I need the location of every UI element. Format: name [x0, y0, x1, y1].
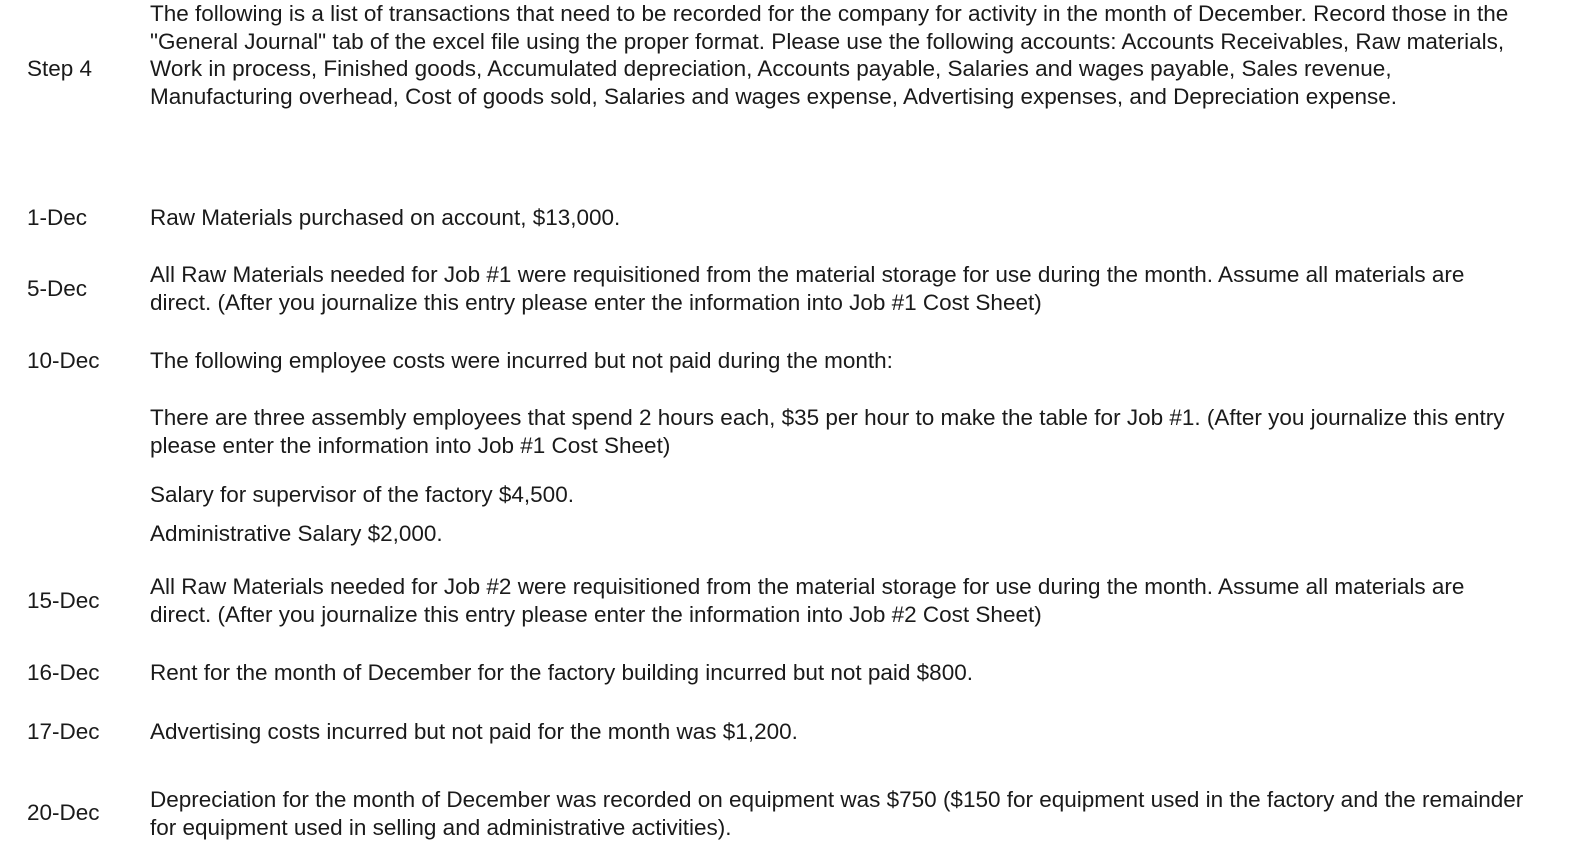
transaction-sub-item-admin-salary: Administrative Salary $2,000. — [150, 521, 443, 546]
transaction-text-17-dec: Advertising costs incurred but not paid for the month was $1,200. — [150, 719, 798, 744]
transaction-date-1-dec: 1-Dec — [27, 205, 88, 230]
transaction-sub-item-supervisor: Salary for supervisor of the factory $4,500. — [150, 482, 574, 507]
transaction-date-17-dec: 17-Dec — [27, 719, 100, 744]
transaction-text-20-dec: Depreciation for the month of December was recorded on equipment was $750 ($150 for equipment used in the factory and the remainder for equipment used in selling and administrative activities). — [150, 787, 1524, 840]
transaction-date-10-dec: 10-Dec — [27, 348, 100, 373]
transaction-date-5-dec: 5-Dec — [27, 276, 88, 301]
step-label: Step 4 — [27, 56, 93, 81]
transaction-date-16-dec: 16-Dec — [27, 660, 100, 685]
transaction-text-5-dec: All Raw Materials needed for Job #1 were requisitioned from the material storage for use during the month. Assume all materials are direct. (After you journalize this entry please enter the information into Job #1 Cost Sheet) — [150, 262, 1465, 315]
transaction-text-1-dec: Raw Materials purchased on account, $13,000. — [150, 205, 621, 230]
transaction-text-16-dec: Rent for the month of December for the factory building incurred but not paid $800. — [150, 660, 973, 685]
transaction-text-15-dec: All Raw Materials needed for Job #2 were requisitioned from the material storage for use during the month. Assume all materials are direct. (After you journalize this entry please enter the information into Job #2 Cost Sheet) — [150, 574, 1465, 627]
transaction-sub-item-assembly: There are three assembly employees that spend 2 hours each, $35 per hour to make the table for Job #1. (After you journalize this entry please enter the information into Job #1 Cost Sheet) — [150, 405, 1505, 458]
transaction-date-15-dec: 15-Dec — [27, 588, 100, 613]
transaction-date-20-dec: 20-Dec — [27, 800, 100, 825]
step-instructions: The following is a list of transactions that need to be recorded for the company for activity in the month of December. Record those in the "General Journal" tab of the excel file using the proper format. Please use the following accounts: Accounts Receivables, Raw materials, Work in process, Finished goods, Accumulated depreciation, Accounts payable, Salaries and wages payable, Sales revenue, Manufacturing overhead, Cost of goods sold, Salaries and wages expense, Advertising expenses, and Depreciation expense. — [150, 1, 1509, 109]
transaction-text-10-dec: The following employee costs were incurred but not paid during the month: — [150, 348, 893, 373]
